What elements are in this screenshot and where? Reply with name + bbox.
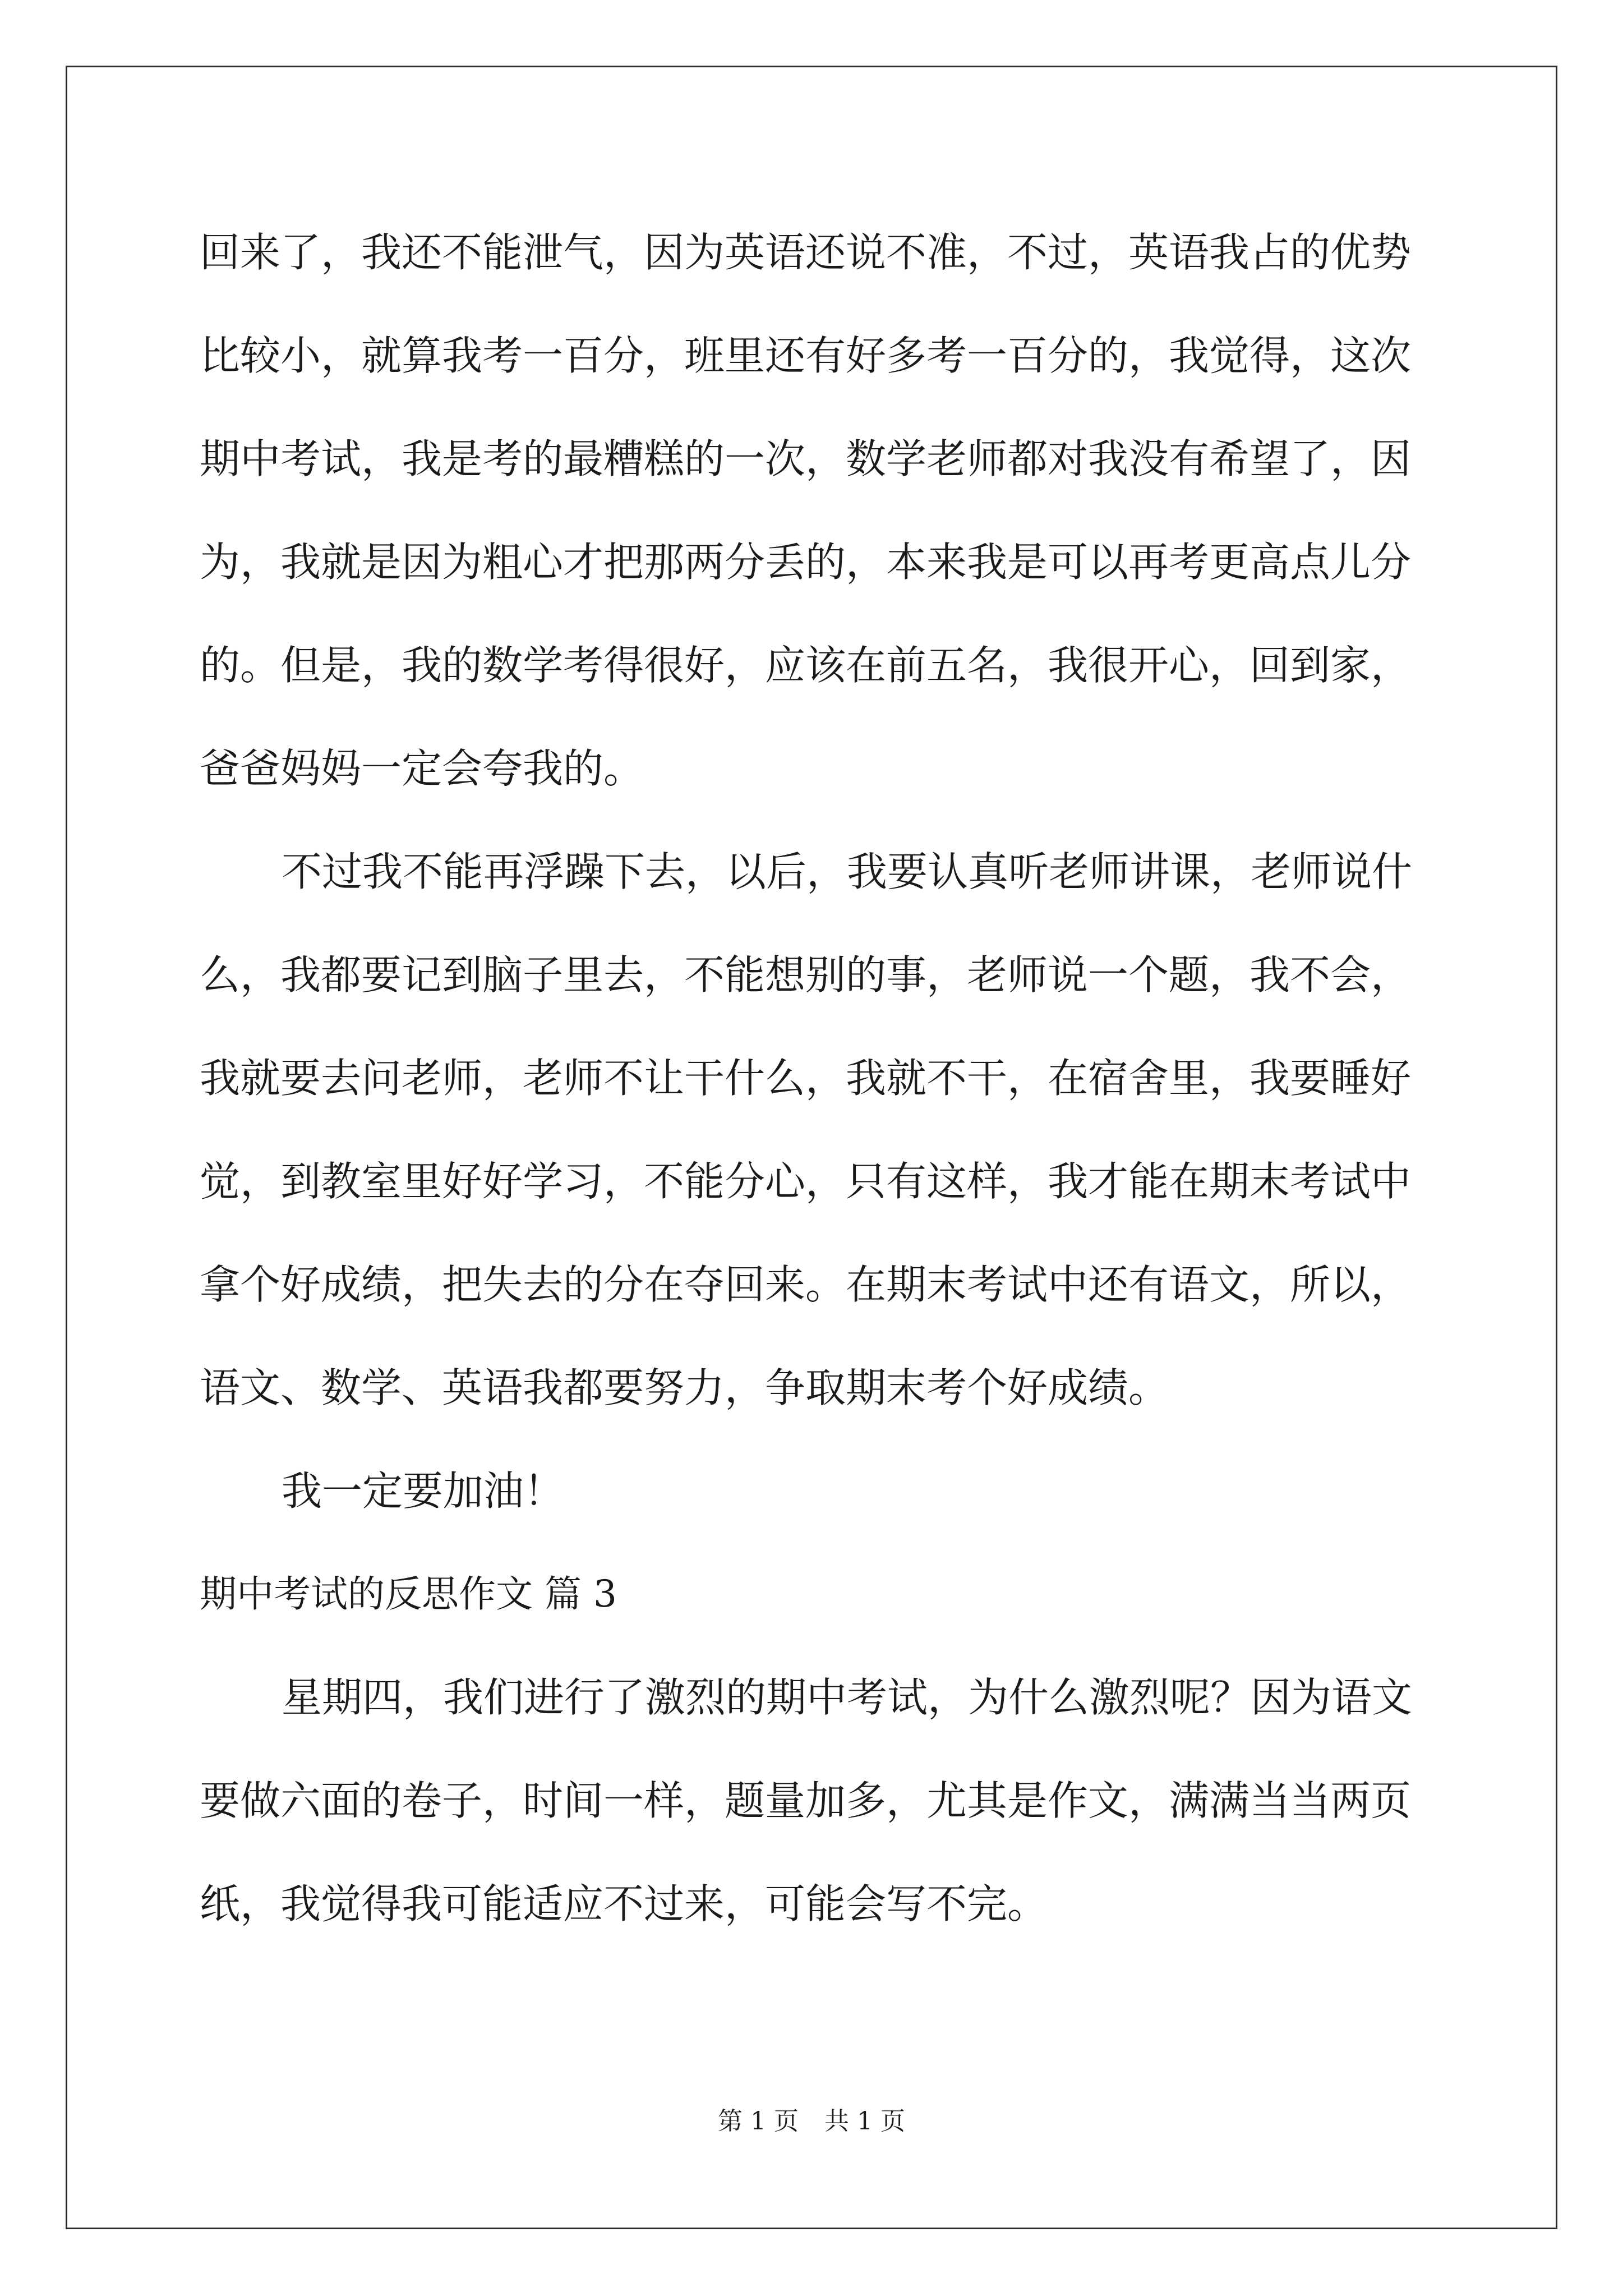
document-body	[200, 213, 1433, 1968]
text-line: 我就要去问老师，老师不让干什么，我就不干，在宿舍里，我要睡好	[200, 1055, 1412, 1102]
page-footer	[0, 2105, 1623, 2138]
text-line: 期中考试，我是考的最糟糕的一次，数学老师都对我没有希望了，因	[200, 435, 1412, 482]
text-line: 纸，我觉得我可能适应不过来，可能会写不完。	[200, 1880, 1048, 1927]
text-line: 要做六面的卷子，时间一样，题量加多，尤其是作文，满满当当两页	[200, 1777, 1412, 1824]
page-number: 第 1 页	[718, 2107, 799, 2136]
text-line: 比较小，就算我考一百分，班里还有好多考一百分的，我觉得，这次	[200, 332, 1412, 379]
section-heading: 期中考试的反思作文 篇 3	[200, 1572, 617, 1616]
text-line: 的。但是，我的数学考得很好，应该在前五名，我很开心，回到家，	[200, 642, 1412, 689]
page-total: 共 1 页	[824, 2107, 905, 2136]
text-line: 为，我就是因为粗心才把那两分丢的，本来我是可以再考更高点儿分	[200, 539, 1412, 586]
text-line: 回来了，我还不能泄气，因为英语还说不准，不过，英语我占的优势	[200, 229, 1412, 276]
text-line: 爸爸妈妈一定会夸我的。	[200, 745, 644, 792]
paragraph-start-line: 星期四，我们进行了激烈的期中考试，为什么激烈呢？因为语文	[282, 1674, 1413, 1721]
text-line: 觉，到教室里好好学习，不能分心，只有这样，我才能在期末考试中	[200, 1158, 1412, 1205]
paragraph-start-line: 我一定要加油！	[282, 1467, 565, 1515]
text-line: 么，我都要记到脑子里去，不能想别的事，老师说一个题，我不会，	[200, 951, 1412, 999]
text-line: 拿个好成绩，把失去的分在夺回来。在期末考试中还有语文，所以，	[200, 1261, 1412, 1308]
text-line: 语文、数学、英语我都要努力，争取期末考个好成绩。	[200, 1364, 1169, 1411]
paragraph-start-line: 不过我不能再浮躁下去，以后，我要认真听老师讲课，老师说什	[282, 848, 1413, 895]
